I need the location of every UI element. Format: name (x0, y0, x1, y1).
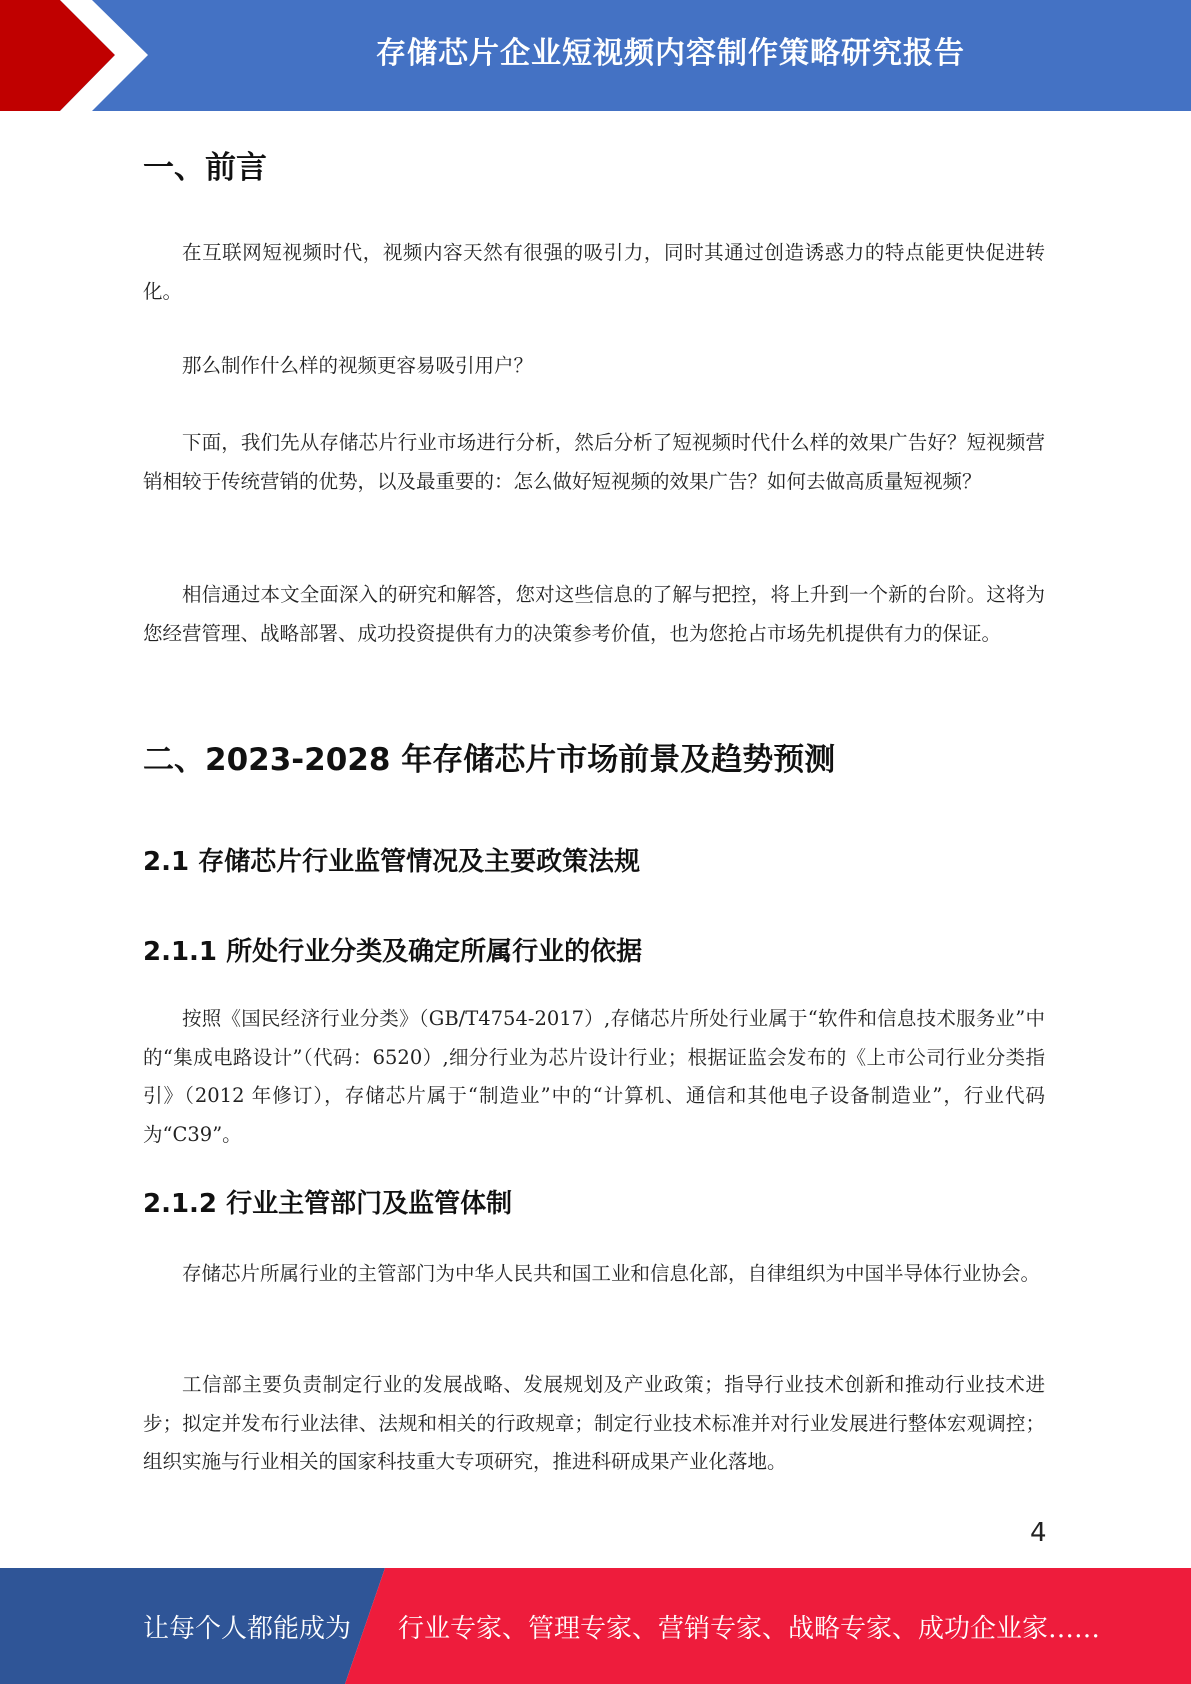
section-heading-market-forecast: 二、2023-2028 年存储芯片市场前景及趋势预测 (143, 742, 836, 778)
subsection-heading-2-1: 2.1 存储芯片行业监管情况及主要政策法规 (143, 847, 641, 877)
footer-slogan-right: 行业专家、管理专家、营销专家、战略专家、成功企业家…… (398, 1613, 1101, 1644)
subsection-heading-2-1-2: 2.1.2 行业主管部门及监管体制 (143, 1189, 513, 1219)
header-title: 存储芯片企业短视频内容制作策略研究报告 (376, 36, 965, 71)
paragraph: 在互联网短视频时代，视频内容天然有很强的吸引力，同时其通过创造诱惑力的特点能更快促进转化。 (143, 241, 1045, 303)
section-heading-preface: 一、前言 (143, 150, 267, 186)
page-header (0, 0, 1191, 111)
page-number: 4 (1030, 1518, 1047, 1548)
paragraph: 那么制作什么样的视频更容易吸引用户？ (182, 354, 534, 377)
paragraph: 下面，我们先从存储芯片行业市场进行分析，然后分析了短视频时代什么样的效果广告好？短视频营销相较于传统营销的优势，以及最重要的：怎么做好短视频的效果广告？如何去做高质量短视频？ (143, 431, 1045, 493)
footer-slogan-left: 让每个人都能成为 (143, 1613, 352, 1644)
paragraph: 按照《国民经济行业分类》（GB/T4754-2017）,存储芯片所处行业属于“软件和信息技术服务业”中的“集成电路设计”（代码：6520）,细分行业为芯片设计行业；根据证监会发布的《上市公司行业分类指引》（2012 年修订），存储芯片属于“制造业”中的“计算机、通信和其他电子设备制造业”，行业代码为“C39”。 (143, 1007, 1045, 1146)
paragraph: 相信通过本文全面深入的研究和解答，您对这些信息的了解与把控，将上升到一个新的台阶。这将为您经营管理、战略部署、成功投资提供有力的决策参考价值，也为您抢占市场先机提供有力的保证。 (143, 583, 1045, 645)
subsection-heading-2-1-1: 2.1.1 所处行业分类及确定所属行业的依据 (143, 937, 643, 967)
paragraph: 工信部主要负责制定行业的发展战略、发展规划及产业政策；指导行业技术创新和推动行业技术进步；拟定并发布行业法律、法规和相关的行政规章；制定行业技术标准并对行业发展进行整体宏观调控；组织实施与行业相关的国家科技重大专项研究，推进科研成果产业化落地。 (143, 1373, 1045, 1473)
paragraph: 存储芯片所属行业的主管部门为中华人民共和国工业和信息化部，自律组织为中国半导体行业协会。 (182, 1262, 1041, 1285)
page-footer (0, 1568, 1191, 1684)
